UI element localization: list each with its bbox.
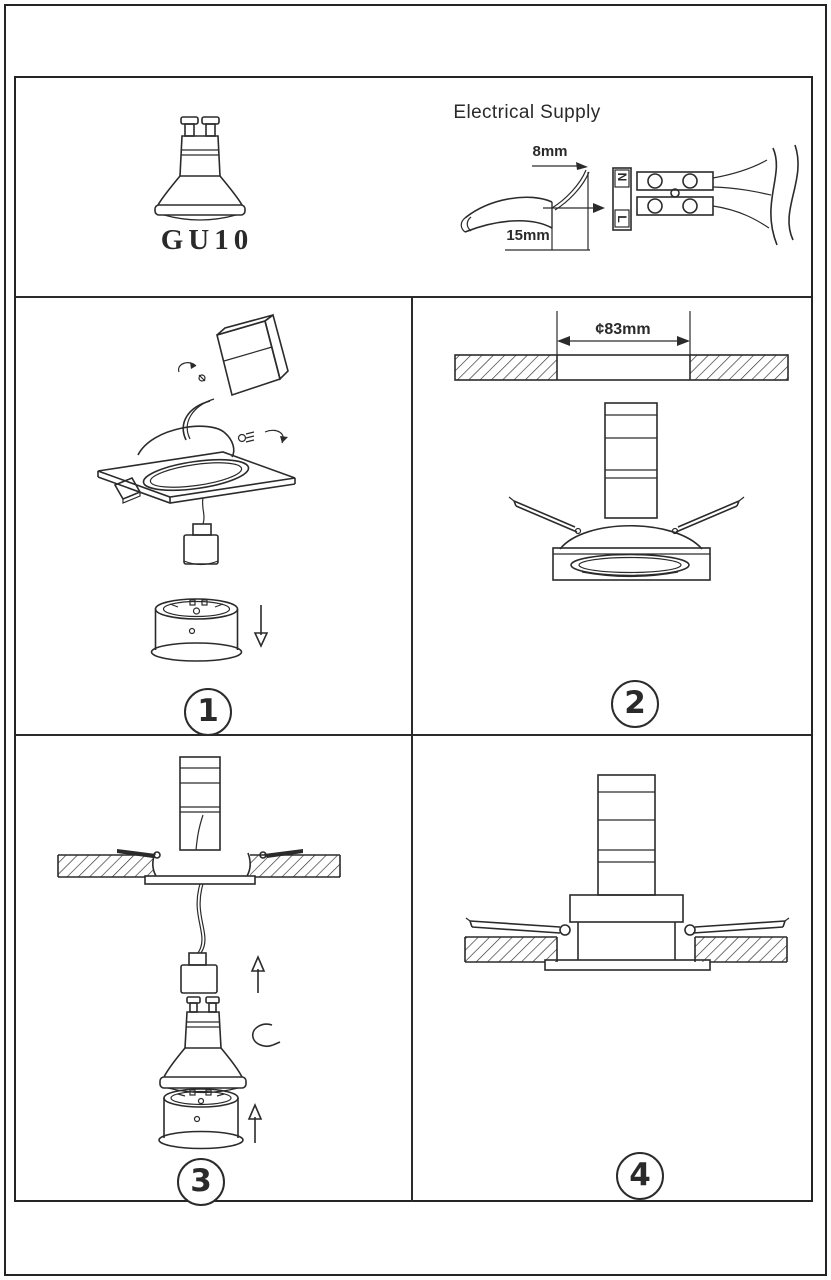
divider-horizontal-middle	[16, 734, 811, 736]
step-1-drawing	[60, 305, 360, 670]
step-2-badge	[611, 680, 659, 728]
step-1-badge	[184, 688, 232, 736]
step-4-badge	[616, 1152, 664, 1200]
gu10-label: GU10	[160, 224, 254, 256]
terminal-n-label: N	[615, 172, 629, 182]
divider-horizontal-top	[16, 296, 811, 298]
step-4-drawing	[440, 760, 800, 990]
step-3-badge	[177, 1158, 225, 1206]
gu10-bulb-drawing	[150, 110, 250, 228]
strip-length-15mm-label: 15mm	[506, 227, 550, 244]
hole-diameter-label: ¢83mm	[595, 321, 651, 338]
step-3-number: 3	[190, 1162, 212, 1199]
strip-length-8mm-label: 8mm	[532, 143, 568, 160]
step-4-number: 4	[629, 1156, 651, 1193]
step-3-drawing	[40, 745, 380, 1165]
step-2-number: 2	[624, 684, 646, 721]
step-1-number: 1	[197, 692, 219, 729]
step-2-drawing	[430, 305, 800, 595]
electrical-supply-title: Electrical Supply	[453, 102, 601, 123]
terminal-l-label: L	[615, 215, 629, 223]
divider-vertical	[411, 296, 413, 1202]
